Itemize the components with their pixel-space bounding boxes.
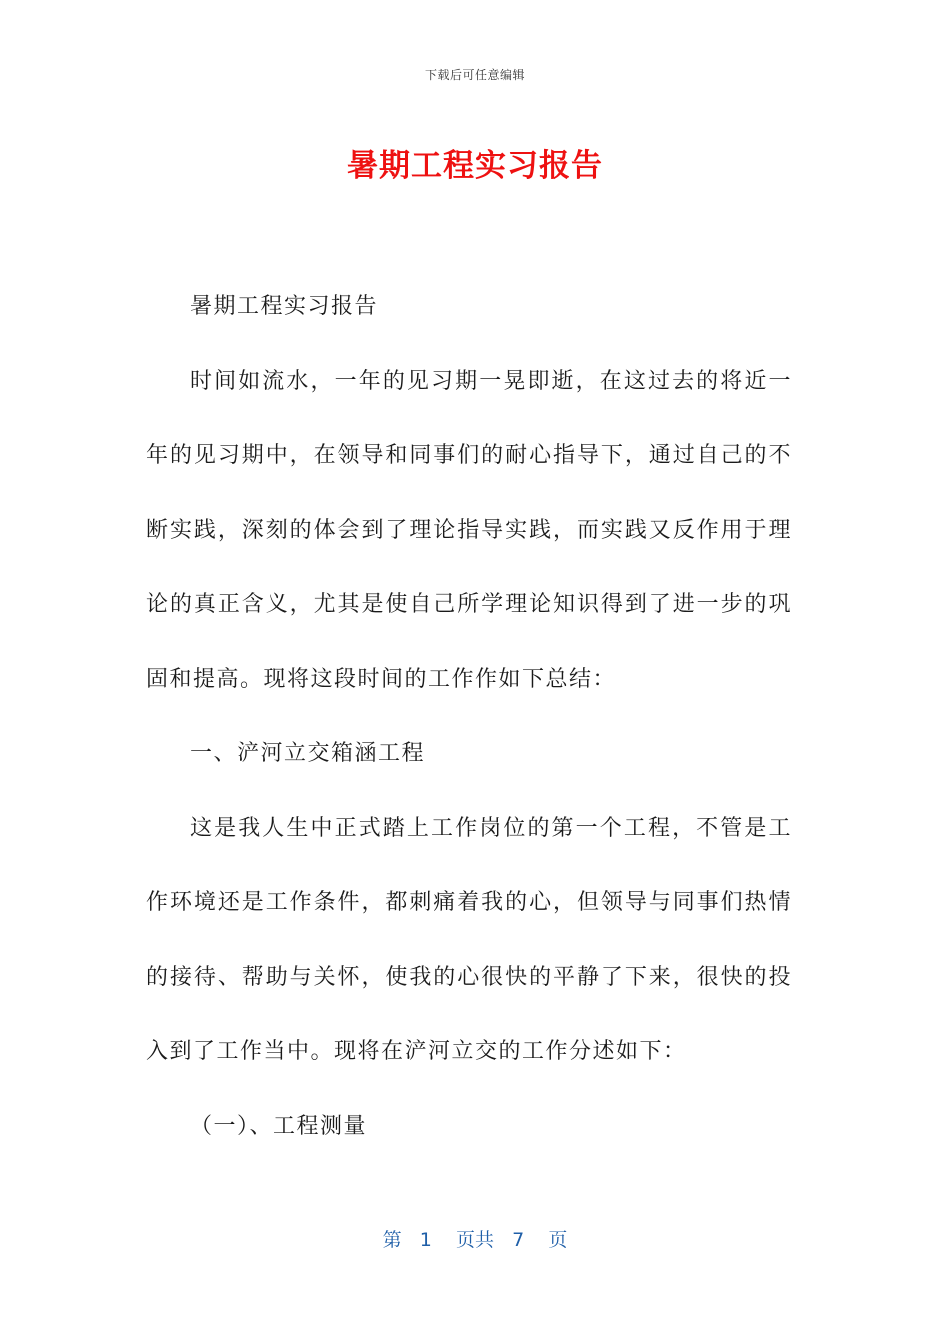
subsection-heading-1: （一）、工程测量 xyxy=(190,1113,368,1139)
paragraph-subtitle: 暑期工程实习报告 xyxy=(190,294,379,319)
footer-current-page: 1 xyxy=(419,1229,432,1251)
document-body xyxy=(146,270,792,1164)
footer-suffix: 页 xyxy=(548,1229,568,1251)
section-heading-1: 一、浐河立交箱涵工程 xyxy=(190,741,426,766)
header-note: 下载后可任意编辑 xyxy=(424,68,525,82)
page-footer xyxy=(0,1225,950,1252)
footer-middle: 页共 xyxy=(455,1229,494,1251)
footer-total-pages: 7 xyxy=(512,1229,525,1251)
footer-prefix: 第 xyxy=(382,1229,402,1251)
paragraph-intro: 时间如流水，一年的见习期一晃即逝，在这过去的将近一年的见习期中，在领导和同事们的耐心指导下，通过自己的不断实践，深刻的体会到了理论指导实践，而实践又反作用于理论的真正含义，尤其是使自己所学理论知识得到了进一步的巩固和提高。现将这段时间的工作作如下总结： xyxy=(146,368,792,692)
document-title: 暑期工程实习报告 xyxy=(347,148,603,184)
paragraph-section-1: 这是我人生中正式踏上工作岗位的第一个工程，不管是工作环境还是工作条件，都刺痛着我的心，但领导与同事们热情的接待、帮助与关怀，使我的心很快的平静了下来，很快的投入到了工作当中。现将在浐河立交的工作分述如下： xyxy=(146,815,792,1064)
